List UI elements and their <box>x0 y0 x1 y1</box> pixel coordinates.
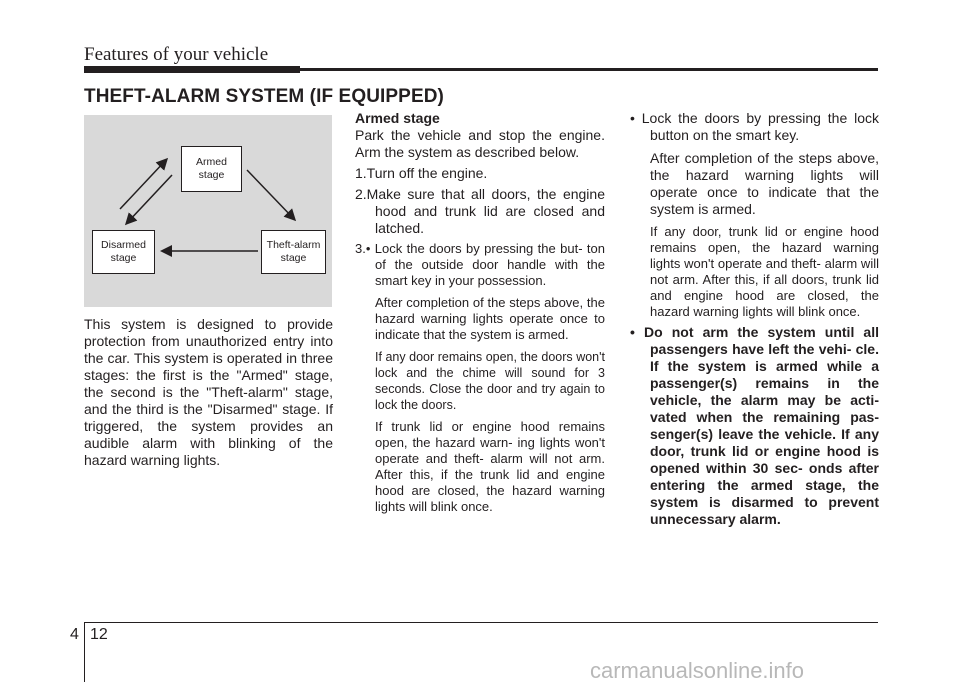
warning-note: • Do not arm the system until all passengers have left the vehi- cle. If the system is armed while a passenger(s) remains in the vehicle, the alarm may be acti- vated when the remaining pas- senger(s) leave the vehicle. If any door, trunk lid or engine hood is opened within 30 sec- onds after entering the armed stage, the system is disarmed to prevent unnecessary alarm. <box>630 324 879 527</box>
header-title: Features of your vehicle <box>84 44 269 65</box>
intro-paragraph: This system is designed to provide protection from unauthorized entry into the car. This system is operated in three stages: the first is the "Armed" stage, the second is the "Theft-alarm" stage, and the third is the "Disarmed" stage. If triggered, the system provides an audible alarm with blinking of the hazard warning lights. <box>84 316 333 468</box>
diagram-arrows <box>84 115 332 307</box>
lock-completion: After completion of the steps above, the hazard warning lights will operate once to indicate that the system is armed. <box>650 150 879 217</box>
step-3: 3.• Lock the doors by pressing the but- ton of the outside door handle with the smart key in your possession. <box>355 241 605 288</box>
stage-diagram <box>84 115 332 307</box>
column-3 <box>630 110 879 528</box>
arrow-armed-to-theft <box>247 170 294 219</box>
step-3-door-open: If any door remains open, the doors won't lock and the chime will sound for 3 seconds. Close the door and try again to lock the doors. <box>375 350 605 412</box>
step-2: 2.Make sure that all doors, the engine hood and trunk lid are closed and latched. <box>355 186 605 236</box>
lock-door-open: If any door, trunk lid or engine hood remains open, the hazard warning lights won't operate and theft- alarm will not arm. After this, if all doors, trunk lid and engine hood are closed, the hazard warning lights will blink once. <box>650 224 879 319</box>
armed-stage-line1: Armed <box>196 156 227 168</box>
armed-stage-heading: Armed stage <box>355 110 440 126</box>
theft-stage-line1: Theft-alarm <box>266 239 321 251</box>
section-title: THEFT-ALARM SYSTEM (IF EQUIPPED) <box>84 86 444 107</box>
watermark: carmanualsonline.info <box>590 658 805 683</box>
chapter-number: 4 <box>70 626 79 643</box>
arrow-armed-to-disarmed <box>127 175 172 223</box>
disarmed-stage-box <box>92 230 155 274</box>
armed-lead: Park the vehicle and stop the engine. Arm the system as described below. <box>355 127 605 160</box>
theft-stage-box <box>261 230 326 274</box>
step-3-trunk-open: If trunk lid or engine hood remains open, the hazard warn- ing lights won't operate and theft- alarm will not arm. After this, if the trunk lid and engine hood are closed, the hazard warning lights will blink once. <box>375 419 605 514</box>
step-1: 1.Turn off the engine. <box>355 165 488 181</box>
theft-stage-line2: stage <box>280 252 307 264</box>
arrow-disarmed-to-armed <box>120 160 166 209</box>
disarmed-stage-line1: Disarmed <box>101 239 146 251</box>
header-bar <box>84 66 300 73</box>
armed-stage-box <box>181 146 242 192</box>
page-number: 12 <box>90 626 108 643</box>
column-1 <box>84 316 333 469</box>
column-2 <box>355 110 605 515</box>
header-rule <box>300 68 878 71</box>
disarmed-stage-line2: stage <box>110 252 137 264</box>
footer-vertical-rule <box>84 622 85 682</box>
lock-bullet: • Lock the doors by pressing the lock button on the smart key. <box>630 110 879 143</box>
footer-horizontal-rule <box>84 622 878 623</box>
step-3-completion: After completion of the steps above, the hazard warning lights operate once to indicate that the system is armed. <box>375 295 605 342</box>
armed-stage-line2: stage <box>198 169 225 181</box>
